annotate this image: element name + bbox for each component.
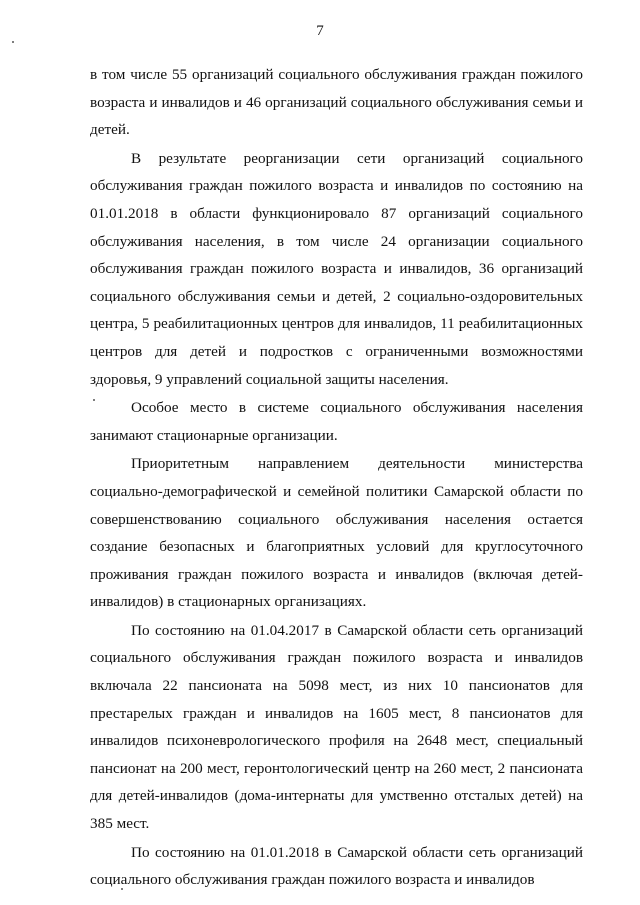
paragraph-stationary: Особое место в системе социального обслуживания населения занимают стационарные организации. [90, 399, 583, 444]
scan-speck [12, 41, 14, 43]
page-number: 7 [316, 23, 324, 39]
paragraph-network-2018: По состоянию на 01.01.2018 в Самарской области сеть организаций социального обслуживания граждан пожилого возраста и инвалидов [90, 843, 583, 889]
document-body [90, 61, 583, 894]
paragraph-continuation: в том числе 55 организаций социального обслуживания граждан пожилого возраста и инвалидов и 46 организаций социального обслуживания семьи и детей. [90, 66, 583, 139]
paragraph-priority: Приоритетным направлением деятельности министерства социально-демографической и семейной политики Самарской области по совершенствованию социального обслуживания населения остается создание безопасных и благоприятных условий для круглосуточного проживания граждан пожилого возраста и инвалидов (включая детей-инвалидов) в стационарных организациях. [90, 455, 583, 611]
scan-speck [93, 399, 95, 401]
scan-speck [121, 888, 123, 890]
paragraph-network-2017: По состоянию на 01.04.2017 в Самарской области сеть организаций социального обслуживания граждан пожилого возраста и инвалидов включала 22 пансионата на 5098 мест, из них 10 пансионатов для престарелых граждан и инвалидов на 1605 мест, 8 пансионатов для инвалидов психоневрологического профиля на 2648 мест, специальный пансионат на 200 мест, геронтологический центр на 260 мест, 2 пансионата для детей-инвалидов (дома-интернаты для умственно отсталых детей) на 385 мест. [90, 621, 583, 833]
paragraph-reorganization: В результате реорганизации сети организаций социального обслуживания граждан пожилого возраста и инвалидов по состоянию на 01.01.2018 в области функционировало 87 организаций социального обслуживания населения, в том числе 24 организации социального обслуживания граждан пожилого возраста и инвалидов, 36 организаций социального обслуживания семьи и детей, 2 социально-оздоровительных центра, 5 реабилитационных центров для инвалидов, 11 реабилитационных центров для детей и подростков с ограниченными возможностями здоровья, 9 управлений социальной защиты населения. [90, 149, 583, 388]
